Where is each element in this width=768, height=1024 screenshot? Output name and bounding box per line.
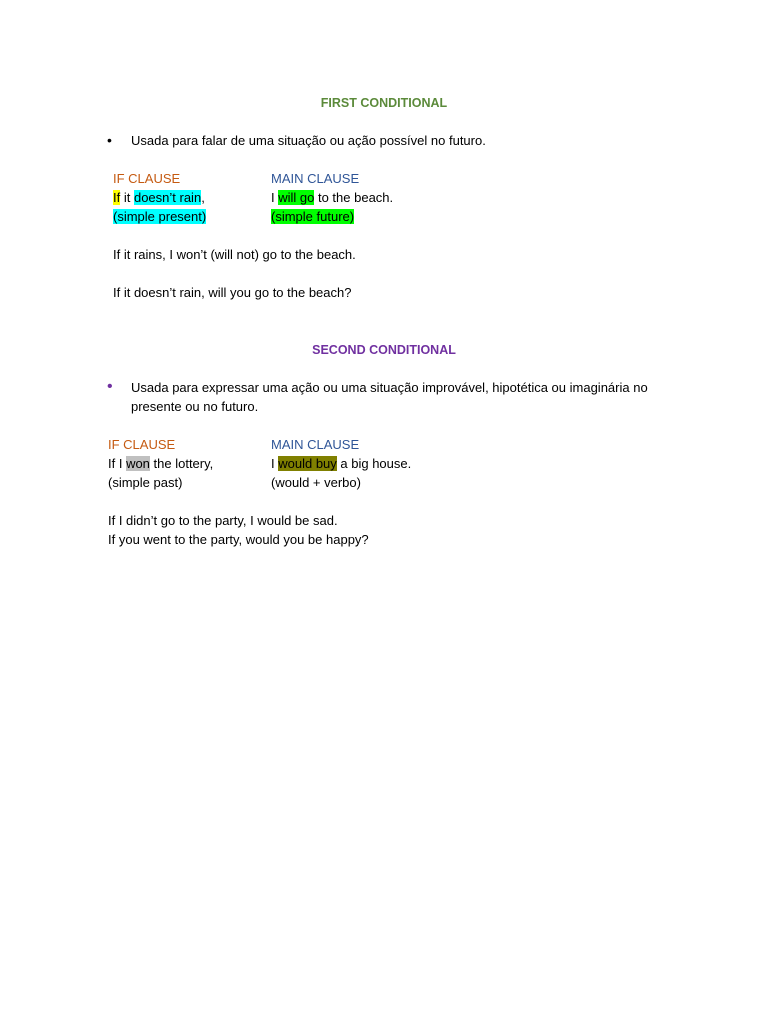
main-subject: I	[271, 190, 279, 205]
if-subject: it	[120, 190, 134, 205]
main-rest: a big house.	[336, 456, 412, 471]
main-rest: to the beach.	[314, 190, 394, 205]
highlight-if: If	[113, 190, 121, 205]
highlight-verb: won	[126, 456, 150, 471]
first-main-clause-example	[271, 189, 393, 207]
first-example-2: If it doesn’t rain, will you go to the beach?	[113, 285, 352, 300]
highlight-verb: would buy	[278, 456, 337, 471]
second-if-clause-label: IF CLAUSE	[108, 437, 176, 452]
tense-highlight: (simple future)	[271, 209, 355, 224]
second-main-clause-label: MAIN CLAUSE	[271, 437, 360, 452]
if-prefix: If I	[108, 456, 127, 471]
first-example-1: If it rains, I won’t (will not) go to the beach.	[113, 247, 356, 262]
first-conditional-heading: FIRST CONDITIONAL	[320, 96, 448, 110]
highlight-verb: will go	[278, 190, 315, 205]
second-if-tense: (simple past)	[108, 475, 183, 490]
second-example-1: If I didn’t go to the party, I would be sad.	[108, 513, 338, 528]
second-main-clause-example	[271, 455, 411, 473]
main-subject: I	[271, 456, 279, 471]
second-example-2: If you went to the party, would you be happy?	[108, 532, 369, 547]
first-main-clause-label: MAIN CLAUSE	[271, 171, 360, 186]
bullet-icon: •	[107, 378, 113, 395]
second-if-clause-example	[108, 455, 213, 473]
if-comma: ,	[201, 190, 205, 205]
first-if-tense	[113, 208, 206, 226]
if-rest: the lottery,	[149, 456, 214, 471]
first-bullet-text: Usada para falar de uma situação ou ação possível no futuro.	[131, 133, 486, 148]
second-conditional-heading: SECOND CONDITIONAL	[312, 343, 456, 357]
first-main-tense	[271, 208, 354, 226]
highlight-verb: doesn’t rain	[133, 190, 202, 205]
first-if-clause-label: IF CLAUSE	[113, 171, 181, 186]
first-if-clause-example	[113, 189, 205, 207]
second-bullet-line-1: Usada para expressar uma ação ou uma situação improvável, hipotética ou imaginária no	[131, 380, 648, 395]
bullet-icon: •	[107, 132, 112, 148]
second-main-tense: (would + verbo)	[271, 475, 361, 490]
second-bullet-line-2: presente ou no futuro.	[131, 399, 259, 414]
tense-highlight: (simple present)	[113, 209, 207, 224]
